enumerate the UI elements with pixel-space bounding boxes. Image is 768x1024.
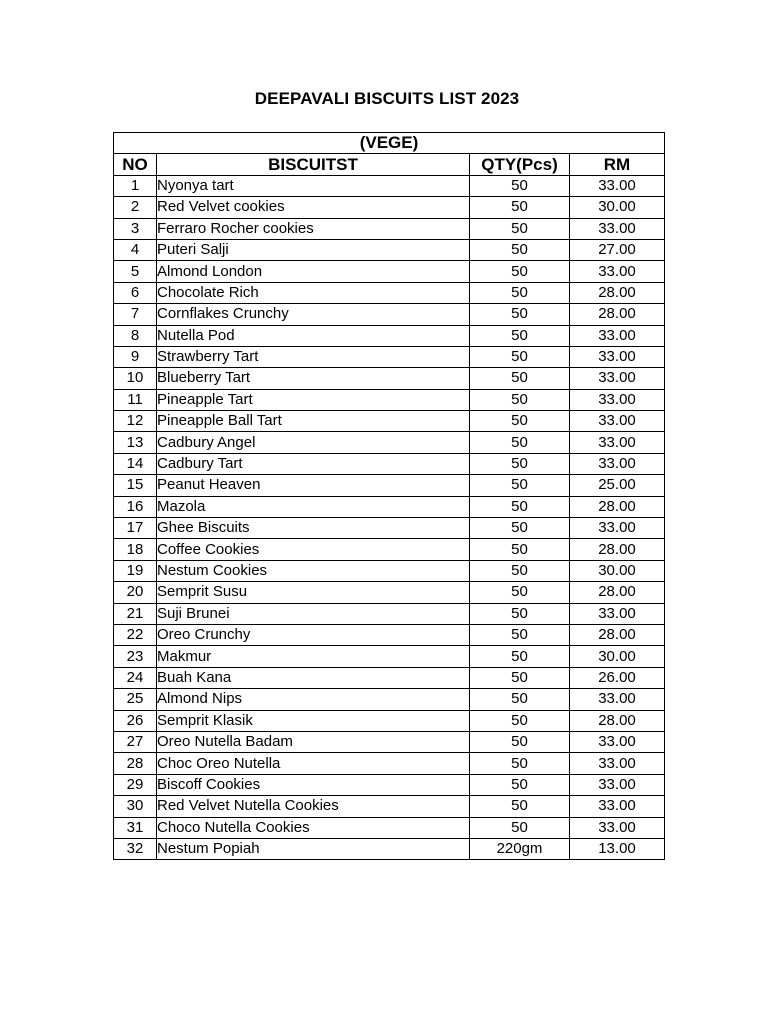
- row-qty: 50: [470, 346, 570, 367]
- row-number: 15: [114, 475, 157, 496]
- row-price: 25.00: [570, 475, 665, 496]
- row-qty: 50: [470, 710, 570, 731]
- row-qty: 50: [470, 560, 570, 581]
- row-qty: 50: [470, 282, 570, 303]
- table-row: [114, 261, 665, 282]
- row-name: Nyonya tart: [157, 175, 470, 196]
- row-price: 33.00: [570, 731, 665, 752]
- row-qty: 50: [470, 304, 570, 325]
- row-number: 20: [114, 582, 157, 603]
- table-row: [114, 325, 665, 346]
- row-qty: 50: [470, 689, 570, 710]
- table-row: [114, 560, 665, 581]
- row-price: 33.00: [570, 175, 665, 196]
- table-row: [114, 624, 665, 645]
- row-name: Ferraro Rocher cookies: [157, 218, 470, 239]
- row-price: 33.00: [570, 261, 665, 282]
- row-qty: 50: [470, 667, 570, 688]
- table-row: [114, 239, 665, 260]
- row-qty: 50: [470, 218, 570, 239]
- row-price: 33.00: [570, 796, 665, 817]
- row-price: 26.00: [570, 667, 665, 688]
- biscuits-table: [113, 132, 665, 860]
- row-qty: 50: [470, 368, 570, 389]
- row-number: 18: [114, 539, 157, 560]
- row-name: Puteri Salji: [157, 239, 470, 260]
- table-row: [114, 496, 665, 517]
- header-name: BISCUITST: [157, 154, 470, 175]
- row-price: 33.00: [570, 753, 665, 774]
- row-name: Cadbury Angel: [157, 432, 470, 453]
- row-number: 24: [114, 667, 157, 688]
- row-price: 28.00: [570, 710, 665, 731]
- row-number: 11: [114, 389, 157, 410]
- table-row: [114, 796, 665, 817]
- row-qty: 50: [470, 731, 570, 752]
- row-name: Nutella Pod: [157, 325, 470, 346]
- row-qty: 50: [470, 518, 570, 539]
- row-number: 17: [114, 518, 157, 539]
- table-row: [114, 411, 665, 432]
- table-row: [114, 838, 665, 859]
- row-qty: 50: [470, 475, 570, 496]
- table-row: [114, 175, 665, 196]
- row-qty: 50: [470, 774, 570, 795]
- table-row: [114, 518, 665, 539]
- row-qty: 220gm: [470, 838, 570, 859]
- row-price: 33.00: [570, 817, 665, 838]
- table-row: [114, 453, 665, 474]
- row-number: 1: [114, 175, 157, 196]
- section-label: (VEGE): [114, 133, 665, 154]
- table-row: [114, 304, 665, 325]
- row-price: 13.00: [570, 838, 665, 859]
- row-number: 19: [114, 560, 157, 581]
- row-price: 28.00: [570, 282, 665, 303]
- row-name: Oreo Crunchy: [157, 624, 470, 645]
- table-row: [114, 817, 665, 838]
- row-name: Biscoff Cookies: [157, 774, 470, 795]
- row-number: 25: [114, 689, 157, 710]
- row-name: Ghee Biscuits: [157, 518, 470, 539]
- row-number: 5: [114, 261, 157, 282]
- row-price: 33.00: [570, 518, 665, 539]
- row-qty: 50: [470, 325, 570, 346]
- row-number: 26: [114, 710, 157, 731]
- table-row: [114, 689, 665, 710]
- row-price: 30.00: [570, 197, 665, 218]
- row-number: 14: [114, 453, 157, 474]
- table-row: [114, 539, 665, 560]
- row-qty: 50: [470, 261, 570, 282]
- row-qty: 50: [470, 646, 570, 667]
- row-number: 10: [114, 368, 157, 389]
- row-qty: 50: [470, 239, 570, 260]
- row-qty: 50: [470, 539, 570, 560]
- table-row: [114, 346, 665, 367]
- table-row: [114, 197, 665, 218]
- row-price: 33.00: [570, 325, 665, 346]
- row-name: Mazola: [157, 496, 470, 517]
- row-number: 31: [114, 817, 157, 838]
- row-number: 7: [114, 304, 157, 325]
- row-price: 33.00: [570, 389, 665, 410]
- row-name: Semprit Susu: [157, 582, 470, 603]
- row-name: Red Velvet cookies: [157, 197, 470, 218]
- row-name: Chocolate Rich: [157, 282, 470, 303]
- row-name: Semprit Klasik: [157, 710, 470, 731]
- row-qty: 50: [470, 753, 570, 774]
- row-number: 32: [114, 838, 157, 859]
- row-number: 9: [114, 346, 157, 367]
- row-price: 33.00: [570, 774, 665, 795]
- row-price: 28.00: [570, 496, 665, 517]
- row-qty: 50: [470, 453, 570, 474]
- row-name: Oreo Nutella Badam: [157, 731, 470, 752]
- table-row: [114, 282, 665, 303]
- row-name: Coffee Cookies: [157, 539, 470, 560]
- row-name: Blueberry Tart: [157, 368, 470, 389]
- row-name: Pineapple Ball Tart: [157, 411, 470, 432]
- row-name: Cadbury Tart: [157, 453, 470, 474]
- row-number: 3: [114, 218, 157, 239]
- row-number: 16: [114, 496, 157, 517]
- row-price: 28.00: [570, 624, 665, 645]
- row-name: Makmur: [157, 646, 470, 667]
- row-number: 2: [114, 197, 157, 218]
- row-price: 33.00: [570, 453, 665, 474]
- row-qty: 50: [470, 582, 570, 603]
- row-number: 28: [114, 753, 157, 774]
- row-name: Cornflakes Crunchy: [157, 304, 470, 325]
- row-number: 27: [114, 731, 157, 752]
- table-row: [114, 389, 665, 410]
- row-price: 27.00: [570, 239, 665, 260]
- header-row: [114, 154, 665, 175]
- row-number: 29: [114, 774, 157, 795]
- row-name: Choc Oreo Nutella: [157, 753, 470, 774]
- row-price: 30.00: [570, 646, 665, 667]
- table-row: [114, 218, 665, 239]
- row-qty: 50: [470, 389, 570, 410]
- row-price: 28.00: [570, 539, 665, 560]
- row-price: 33.00: [570, 346, 665, 367]
- row-name: Nestum Cookies: [157, 560, 470, 581]
- table-row: [114, 774, 665, 795]
- row-price: 33.00: [570, 368, 665, 389]
- table-row: [114, 432, 665, 453]
- row-number: 13: [114, 432, 157, 453]
- row-price: 30.00: [570, 560, 665, 581]
- row-name: Choco Nutella Cookies: [157, 817, 470, 838]
- header-qty: QTY(Pcs): [470, 154, 570, 175]
- table-row: [114, 667, 665, 688]
- row-number: 30: [114, 796, 157, 817]
- row-price: 28.00: [570, 304, 665, 325]
- header-rm: RM: [570, 154, 665, 175]
- table-body: [114, 175, 665, 860]
- row-name: Buah Kana: [157, 667, 470, 688]
- row-price: 33.00: [570, 689, 665, 710]
- header-no: NO: [114, 154, 157, 175]
- table-row: [114, 710, 665, 731]
- row-name: Almond London: [157, 261, 470, 282]
- row-qty: 50: [470, 796, 570, 817]
- row-number: 6: [114, 282, 157, 303]
- table-row: [114, 475, 665, 496]
- row-number: 4: [114, 239, 157, 260]
- table-row: [114, 603, 665, 624]
- row-qty: 50: [470, 624, 570, 645]
- row-number: 8: [114, 325, 157, 346]
- row-qty: 50: [470, 175, 570, 196]
- row-qty: 50: [470, 496, 570, 517]
- row-qty: 50: [470, 817, 570, 838]
- row-price: 33.00: [570, 218, 665, 239]
- row-number: 22: [114, 624, 157, 645]
- row-name: Pineapple Tart: [157, 389, 470, 410]
- table-row: [114, 582, 665, 603]
- table-row: [114, 368, 665, 389]
- row-number: 21: [114, 603, 157, 624]
- row-qty: 50: [470, 603, 570, 624]
- row-name: Almond Nips: [157, 689, 470, 710]
- row-number: 12: [114, 411, 157, 432]
- row-name: Peanut Heaven: [157, 475, 470, 496]
- row-price: 33.00: [570, 432, 665, 453]
- row-price: 28.00: [570, 582, 665, 603]
- row-price: 33.00: [570, 603, 665, 624]
- row-name: Strawberry Tart: [157, 346, 470, 367]
- row-qty: 50: [470, 432, 570, 453]
- document-title: DEEPAVALI BISCUITS LIST 2023: [254, 89, 520, 108]
- table-row: [114, 753, 665, 774]
- row-qty: 50: [470, 197, 570, 218]
- row-qty: 50: [470, 411, 570, 432]
- section-row: [114, 133, 665, 154]
- row-name: Suji Brunei: [157, 603, 470, 624]
- table-row: [114, 731, 665, 752]
- table-row: [114, 646, 665, 667]
- row-name: Red Velvet Nutella Cookies: [157, 796, 470, 817]
- row-number: 23: [114, 646, 157, 667]
- row-name: Nestum Popiah: [157, 838, 470, 859]
- row-price: 33.00: [570, 411, 665, 432]
